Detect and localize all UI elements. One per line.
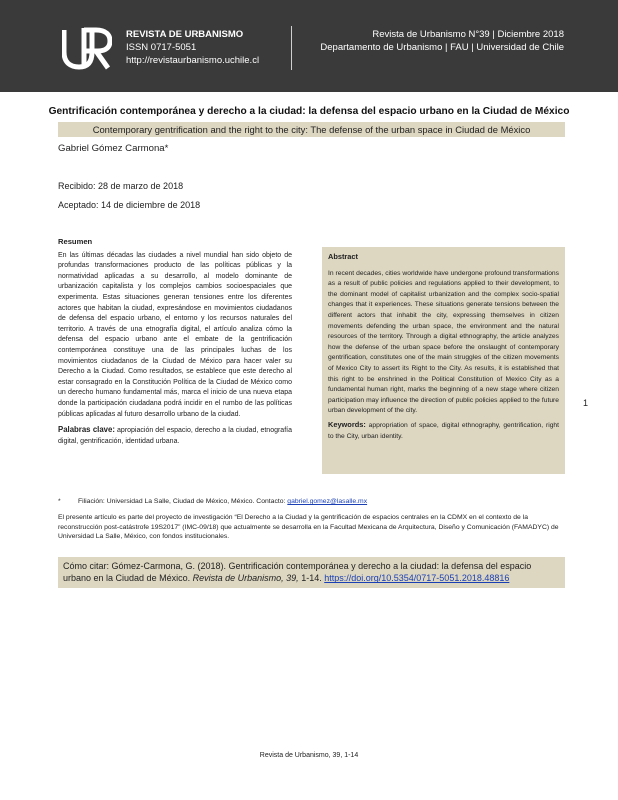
citation-text: Cómo citar: Gómez-Carmona, G. (2018). Gentrificación contemporánea y derecho a la ciudad: la defensa del espacio urbano en la Ciudad de México. (63, 561, 532, 584)
issue-line: Revista de Urbanismo N°39 | Diciembre 2018 (372, 29, 564, 40)
abstract-text: In recent decades, cities worldwide have undergone profound transformations as a result of public policies and regulations applied to their development, to the dominant model of capitalist urbanization and the complex socio-spatial changes that it experiences. These situations generate tensions between the different actors that inhabit the city, expressing themselves in citizen movements defending the urban space, the environment and the natural resources of the territory. Through a digital ethnography, the article analyzes how the defense of the urban space before the onslaught of contemporary gentrification, constitutes one of the main struggles of the citizen movements of Mexico City to assert its Right to the City. As results, it is established that this right to be enshrined in the Political Constitution of Mexico City as a fundamental human right, marks the beginning of a new stage where citizen participation may influence the direction of public policies applied to the future urban development of the city. (328, 269, 559, 415)
journal-info (126, 28, 259, 67)
resumen-section (58, 237, 292, 447)
issn: ISSN 0717-5051 (126, 42, 197, 53)
citation-box (58, 557, 565, 588)
abstract-box (322, 247, 565, 474)
affiliation-footnote (58, 497, 565, 507)
article-title-es: Gentrificación contemporánea y derecho a la ciudad: la defensa del espacio urbano en la Ciudad de México (48, 106, 570, 117)
palabras-clave-text: apropiación del espacio, derecho a la ciudad, etnografía digital, gentrificación, identidad urbana. (58, 427, 292, 445)
contact-email-link[interactable]: gabriel.gomez@lasalle.mx (287, 498, 368, 505)
journal-url[interactable]: http://revistaurbanismo.uchile.cl (126, 55, 260, 66)
header-divider (291, 26, 292, 70)
accepted-date: Aceptado: 14 de diciembre de 2018 (58, 200, 201, 210)
abstract-heading: Abstract (328, 252, 358, 261)
article-title-en: Contemporary gentrification and the right to the city: The defense of the urban space in Ciudad de México (58, 122, 565, 137)
received-date: Recibido: 28 de marzo de 2018 (58, 181, 184, 191)
journal-header (0, 0, 618, 92)
affiliation-text: Filiación: Universidad La Salle, Ciudad de México, México. Contacto: (78, 498, 286, 505)
doi-link[interactable]: https://doi.org/10.5354/0717-5051.2018.48816 (324, 573, 510, 584)
palabras-clave-label: Palabras clave: (58, 425, 115, 435)
keywords-text: appropriation of space, digital ethnography, gentrification, right to the City, urban identity. (328, 421, 559, 440)
citation-journal: Revista de Urbanismo, 39, (192, 573, 299, 584)
journal-name: REVISTA DE URBANISMO (126, 29, 244, 40)
footnote-marker: * (58, 498, 61, 505)
keywords-label: Keywords: (328, 419, 366, 429)
page-number: 1 (583, 398, 589, 408)
project-footnote: El presente artículo es parte del proyecto de investigación “El Derecho a la Ciudad y la gentrificación de espacios centrales en la CDMX en el contexto de la reconstrucción post-catástrofe 19S2017” (IMC-09/18) que actualmente se desarrolla en la Facultad Mexicana de Arquitectura, Diseño y Comunicación (FAMADYC) de Universidad La Salle, México, con fondos institucionales. (58, 513, 559, 541)
resumen-text: En las últimas décadas las ciudades a nivel mundial han sido objeto de profundas transformaciones producto de las políticas públicas y la normatividad aplicadas a su desarrollo, al modelo dominante de urbanización capitalista y los complejos cambios socioespaciales que experimenta. Estas situaciones generan tensiones entre los diferentes actores que habitan la ciudad, expresándose en movimientos ciudadanos de defensa del espacio urbano, el entorno y los recursos naturales del territorio. A través de una etnografía digital, el artículo analiza cómo la defensa del espacio urbano ante el embate de la gentrificación contemporánea constituye una de las principales luchas de los movimientos ciudadanos de la Ciudad de México para hacer valer su Derecho a la Ciudad. Como resultados, se establece que este derecho al estar consagrado en la Constitución Política de la Ciudad de México como un derecho humano fundamental más, marca el inicio de una nueva etapa donde la participación ciudadana podrá incidir en el rumbo de las políticas públicas aplicadas al futuro desarrollo urbano de la ciudad. (58, 251, 292, 418)
resumen-heading: Resumen (58, 237, 93, 246)
footnotes (58, 497, 565, 542)
department-line: Departamento de Urbanismo | FAU | Universidad de Chile (320, 42, 564, 53)
author-name: Gabriel Gómez Carmona* (58, 143, 169, 154)
citation-pages: 1-14. (301, 573, 322, 584)
issue-info (320, 28, 564, 54)
keywords (328, 420, 559, 442)
palabras-clave (58, 425, 292, 447)
page-footer: Revista de Urbanismo, 39, 1-14 (259, 752, 359, 759)
journal-logo (62, 26, 112, 70)
